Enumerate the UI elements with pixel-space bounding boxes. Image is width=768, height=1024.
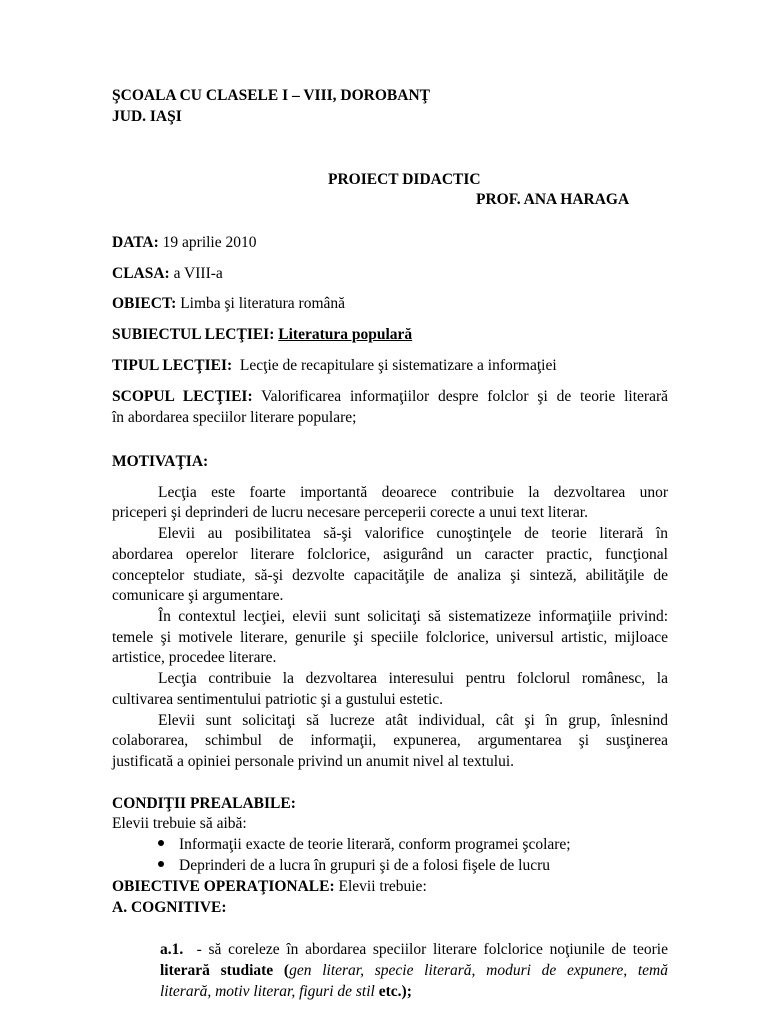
objective-a1-italic: literară, motiv literar, figuri de stil [160,983,375,1000]
purpose-line-1 [112,387,668,408]
objectives-value: Elevii trebuie: [338,878,427,895]
objective-a1-label: a.1. [160,941,184,958]
topic-value: Literatura populară [278,326,413,343]
prerequisite-item [158,835,571,856]
type-value: Lecţie de recapitulare şi sistematizare a informaţiei [239,357,557,374]
motivation-line: justificată a opiniei personale privind un anumit nivel al textului. [112,753,515,770]
class-value: a VIII-a [173,265,223,282]
motivation-line: Lecţia contribuie la dezvoltarea interesului pentru folclorul românesc, la [158,670,668,687]
objective-a1-line-1 [160,940,668,961]
motivation-line: colaborarea, schimbul de informaţii, expunerea, argumentarea şi susţinerea [112,732,668,749]
motivation-line: abordarea operelor literare folclorice, asigurând un caracter practic, funcţional [112,546,668,563]
county-name: JUD. IAŞI [112,108,182,125]
motivation-line: temele şi motivele literare, genurile şi speciile folclorice, universul artistic, mijloace [112,629,668,646]
date-row [112,233,257,254]
type-label: TIPUL LECŢIEI: [112,357,233,374]
purpose-label: SCOPUL LECŢIEI: [112,388,253,405]
subject-value: Limba şi literatura română [180,295,346,312]
date-value: 19 aprilie 2010 [162,234,257,251]
cognitive-heading: A. COGNITIVE: [112,899,227,916]
motivation-line: Elevii sunt solicitaţi să lucreze atât individual, cât şi în grup, înlesnind [158,712,668,729]
motivation-line: cultivarea sentimentului patriotic şi a gustului estetic. [112,691,444,708]
prerequisite-item [158,856,550,877]
prerequisites-intro: Elevii trebuie să aibă: [112,815,247,832]
topic-label: SUBIECTUL LECŢIEI: [112,326,275,343]
date-label: DATA: [112,234,159,251]
motivation-line: În contextul lecţiei, elevii sunt solicitaţi să sistematizeze informaţiile privind: [158,608,668,625]
objectives-row [112,877,427,898]
prerequisite-text: Informaţii exacte de teorie literară, conform programei şcolare; [179,836,571,853]
objective-a1-italic: gen literar, specie literară, moduri de expunere, temă [289,962,669,979]
objective-a1-line-3 [160,982,412,1003]
prerequisites-heading: CONDIŢII PREALABILE: [112,795,296,812]
motivation-line: Lecţia este foarte importantă deoarece contribuie la dezvoltarea unor [158,484,668,501]
motivation-heading: MOTIVAŢIA: [112,453,209,470]
school-name: ŞCOALA CU CLASELE I – VIII, DOROBANŢ [112,87,430,104]
topic-row [112,325,412,346]
teacher-name: PROF. ANA HARAGA [476,191,630,208]
class-label: CLASA: [112,265,170,282]
type-row [112,356,557,377]
purpose-text-1: Valorificarea informaţiilor despre folclor şi de teorie literară [261,388,668,405]
prerequisite-text: Deprinderi de a lucra în grupuri şi de a folosi fişele de lucru [179,857,551,874]
objective-a1-text: literară studiate ( [160,962,290,979]
subject-label: OBIECT: [112,295,177,312]
objective-a1-text: etc.); [374,983,412,1000]
motivation-line: artistice, procedee literare. [112,649,277,666]
bullet-icon [158,840,164,846]
class-row [112,264,223,285]
motivation-line: Elevii au posibilitatea să-şi valorifice cunoştinţele de teorie literară în [158,525,668,542]
motivation-line: priceperi şi deprinderi de lucru necesare perceperii corecte a unui text literar. [112,504,588,521]
motivation-line: comunicare şi argumentare. [112,587,284,604]
objective-a1-text: - să coreleze în abordarea speciilor literare folclorice noţiunile de teorie [196,941,668,958]
bullet-icon [158,861,164,867]
motivation-line: conceptelor studiate, să-şi dezvolte capacităţile de analiza şi sinteză, abilităţile de [112,567,668,584]
subject-row [112,294,345,315]
objective-a1-line-2 [160,961,668,982]
document-title: PROIECT DIDACTIC [328,171,481,188]
objectives-label: OBIECTIVE OPERAŢIONALE: [112,878,335,895]
purpose-line-2: în abordarea speciilor literare populare; [112,409,357,426]
